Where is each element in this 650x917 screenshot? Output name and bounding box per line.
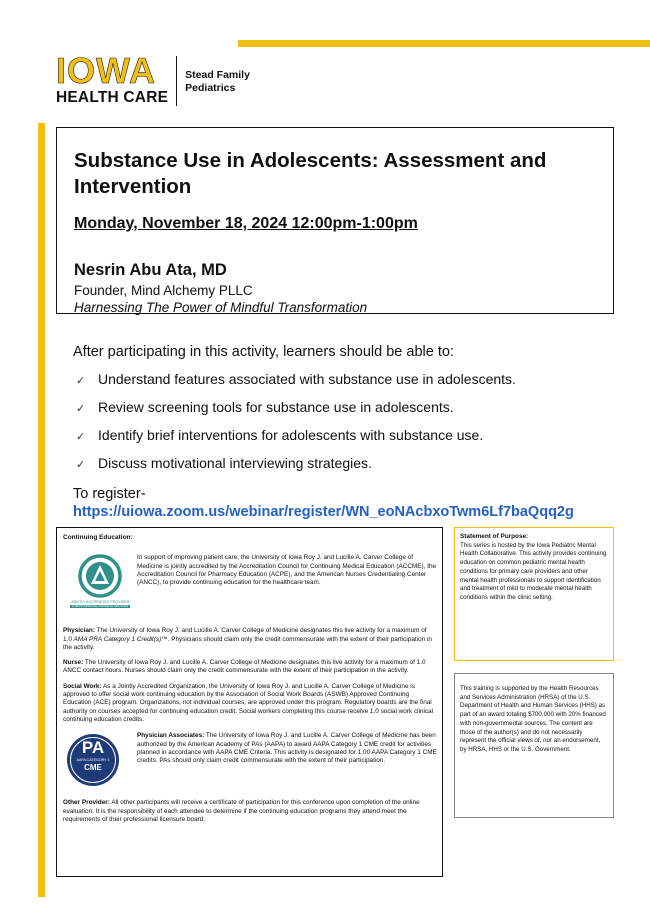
ce-intro-text: In support of improving patient care, the University of Iowa Roy J. and Lucille A. Carver College of Medicine is jointly accredited by the Accreditation Council for Continuing Medical Education (ACCME), the Accreditation Council for Pharmacy Education (ACPE), and the American Nurses Credentialing Center (ANCC), to provide continuing education for the healthcare team.	[137, 554, 437, 587]
continuing-education-box	[56, 527, 443, 877]
division-line-2: Pediatrics	[185, 82, 236, 94]
physician-label: Physician:	[63, 627, 95, 635]
register-label: To register-	[73, 486, 146, 502]
other-provider-text: All other participants will receive a certificate of participation for this conference upon completion of the online evaluation. It is the responsibility of each attendee to determine if the continuing education programs they attend meet the requirements of their professional licensure board.	[63, 799, 420, 823]
nurse-label: Nurse:	[63, 659, 84, 667]
logo-health-care-text: HEALTH CARE	[56, 89, 169, 106]
division-line-1: Stead Family	[185, 69, 250, 81]
ce-physician-associates	[63, 732, 437, 792]
nurse-text: The University of Iowa Roy J. and Lucille A. Carver College of Medicine designates this live activity for a maximum of 1.0 ANCC contact hours. Nurses should claim only the credit commensurate with the extent of their participation in the activity.	[63, 659, 426, 675]
top-accent-bar	[238, 40, 650, 47]
objective-text: Discuss motivational interviewing strategies.	[98, 455, 372, 471]
aapa-category-text: AAPA CATEGORY 1	[76, 757, 110, 762]
objective-item	[73, 427, 633, 446]
pa-label: Physician Associates:	[137, 732, 205, 740]
joint-accreditation-icon	[75, 554, 125, 600]
objective-item	[73, 371, 633, 390]
aapa-badge-text	[63, 738, 123, 773]
purpose-text: This series is hosted by the Iowa Pediatric Mental Health Collaborative. This activity provides continuing education on common pediatric mental health conditions for primary care providers and other mental health professionals to support identification and treatment of mild to moderate mental health conditions within the clinic setting.	[460, 541, 607, 601]
speaker-affiliation: Founder, Mind Alchemy PLLC	[74, 283, 253, 298]
objective-item	[73, 455, 633, 474]
ce-physician	[63, 627, 437, 652]
social-work-label: Social Work:	[63, 682, 102, 690]
checkmark-icon: ✓	[76, 375, 86, 387]
ce-intro-row	[63, 554, 437, 620]
objective-text: Review screening tools for substance use in adolescents.	[98, 399, 454, 415]
division-name	[185, 69, 250, 95]
ce-other-provider	[63, 799, 437, 824]
objectives-intro: After participating in this activity, learners should be able to:	[73, 344, 454, 360]
funding-disclaimer-box	[454, 673, 614, 818]
jointly-accredited-logo	[63, 554, 137, 620]
objective-item	[73, 399, 633, 418]
joint-logo-text: JOINTLY ACCREDITED PROVIDER	[70, 600, 130, 605]
iowa-health-care-logo	[56, 50, 250, 108]
aapa-cme-logo	[63, 732, 137, 792]
physician-credit: AMA PRA Category 1 Credit(s)™	[73, 635, 168, 643]
other-provider-label: Other Provider:	[63, 799, 110, 807]
checkmark-icon: ✓	[76, 459, 86, 471]
learning-objectives	[73, 343, 633, 521]
event-header-box	[56, 127, 614, 314]
ce-heading: Continuing Education:	[63, 534, 133, 541]
statement-of-purpose-box	[454, 527, 614, 661]
funding-text: This training is supported by the Health Resources and Services Administration (HRSA) of the U.S. Department of Health and Human Services (HHS) as part of an award totaling $700,000 with 20% financed with non-governmental sources. The content are those of the author(s) and do not necessarily represent the official views of, nor an endorsement, by HRSA, HHS or the U.S. Government.	[460, 685, 606, 753]
speaker-name: Nesrin Abu Ata, MD	[74, 261, 227, 279]
registration-line	[73, 485, 633, 521]
event-date-time: Monday, November 18, 2024 12:00pm-1:00pm	[74, 215, 418, 232]
objective-text: Identify brief interventions for adolescents with substance use.	[98, 427, 484, 443]
checkmark-icon: ✓	[76, 431, 86, 443]
logo-iowa-text: IOWA	[56, 50, 156, 91]
logo-wordmark	[56, 50, 169, 107]
event-title: Substance Use in Adolescents: Assessment and Intervention	[74, 149, 547, 198]
joint-logo-subtext: INTERPROFESSIONAL CONTINUING EDUCATION	[71, 604, 129, 608]
logo-divider	[176, 56, 177, 106]
physician-text-a: The University of Iowa Roy J. and Lucille A. Carver College of Medicine designates this live activity for a maximum of 1.0	[63, 627, 427, 643]
objectives-list	[73, 371, 633, 474]
physician-text-b: . Physicians should claim only the credit commensurate with the extent of their participation in the activity.	[63, 635, 432, 651]
side-accent-bar	[38, 123, 45, 897]
registration-link[interactable]: https://uiowa.zoom.us/webinar/register/WN_eoNAcbxoTwm6Lf7baQqq2g	[73, 504, 574, 520]
aapa-cme-text: CME	[84, 762, 102, 772]
talk-subtitle: Harnessing The Power of Mindful Transformation	[74, 300, 368, 315]
checkmark-icon: ✓	[76, 403, 86, 415]
pa-paragraph	[137, 732, 437, 792]
objective-text: Understand features associated with substance use in adolescents.	[98, 371, 516, 387]
ce-nurse	[63, 659, 437, 676]
aapa-pa-text: PA	[81, 737, 105, 757]
social-work-text: As a Jointly Accredited Organization, the University of Iowa Roy J. and Lucille A. Carver College of Medicine is approved to offer social work continuing education by the Association of Social Work Boards (ASWB) Approved Continuing Education (ACE) program. Organizations, not individual courses, are approved under this program. Regulatory boards are the final authority on courses accepted for continuing education credit. Social workers completing this course receive 1.0 social work clinical continuing education credits.	[63, 682, 434, 723]
purpose-heading: Statement of Purpose:	[460, 533, 529, 540]
ce-social-work	[63, 683, 437, 724]
pa-text: The University of Iowa Roy J. and Lucille A. Carver College of Medicine has been authorized by the American Academy of PAs (AAPA) to award AAPA Category 1 CME credit for activities planned in accordance with AAPA CME Criteria. This activity is designated for 1.00 AAPA Category 1 CME credits. PAs should only claim credit commensurate with the extent of their participation.	[137, 732, 437, 765]
